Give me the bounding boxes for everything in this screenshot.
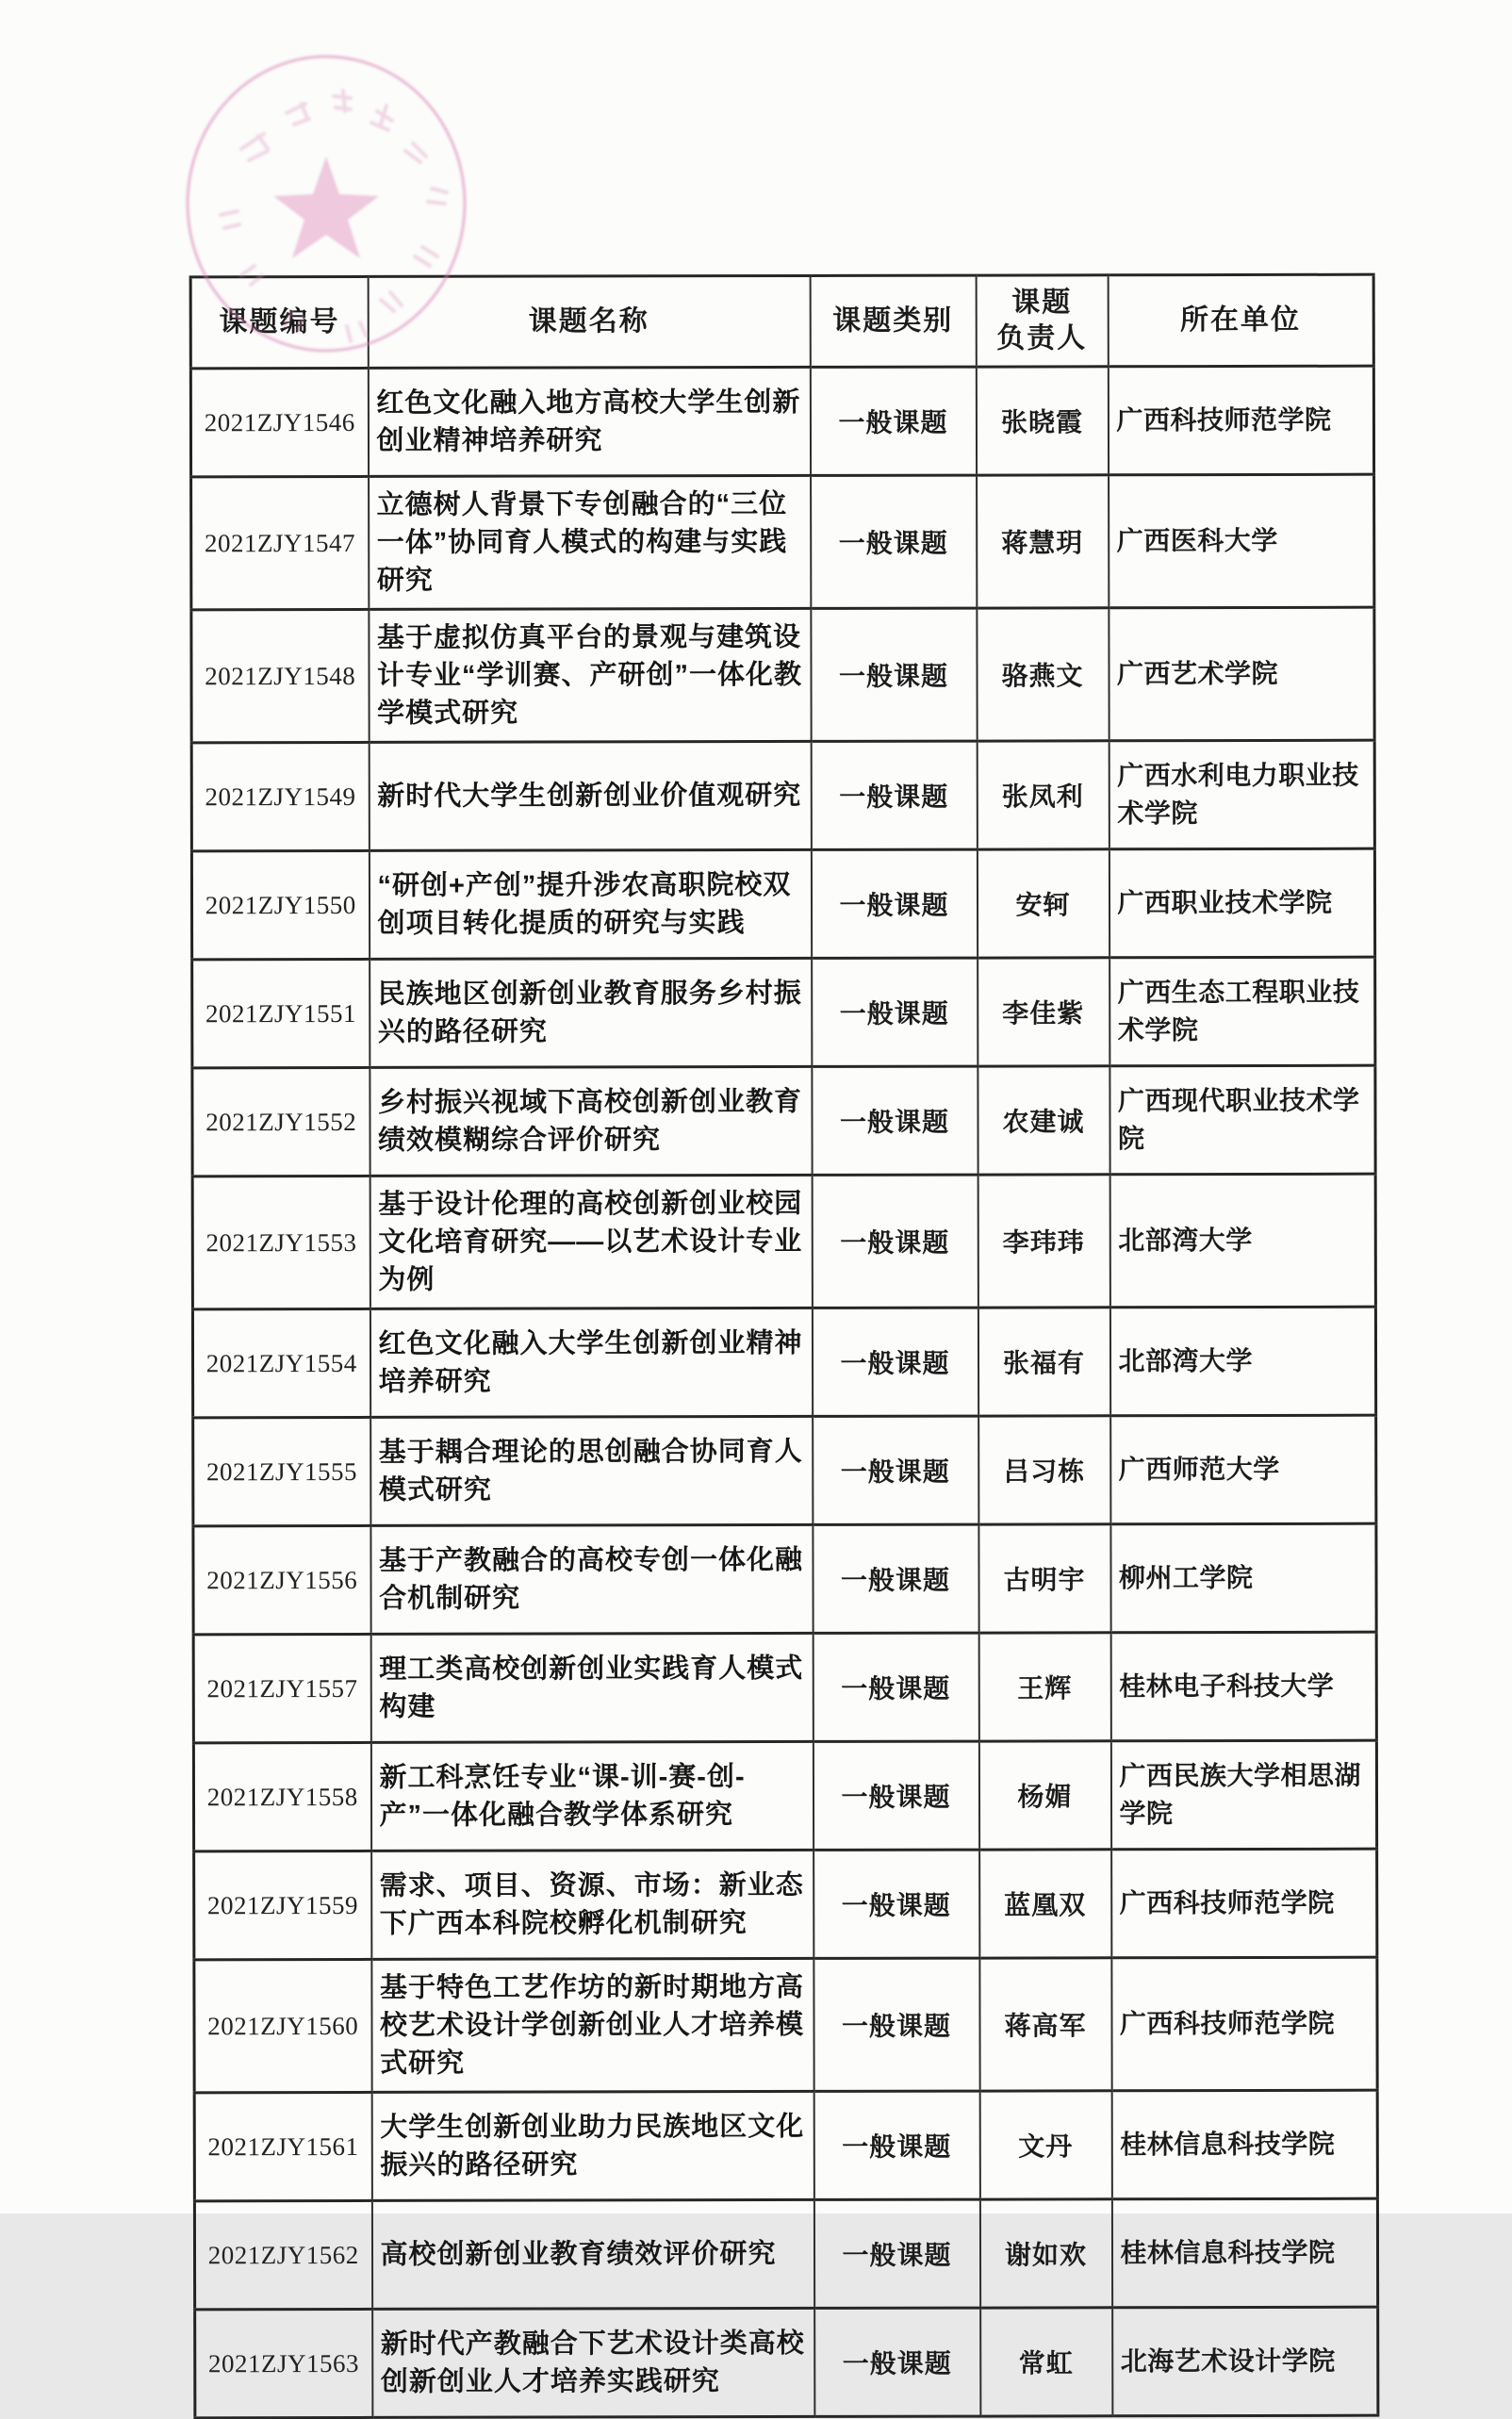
project-name-cell: 乡村振兴视域下高校创新创业教育绩效模糊综合评价研究 [370, 1066, 812, 1176]
project-name-cell: 红色文化融入地方高校大学生创新创业精神培养研究 [368, 367, 810, 476]
project-category-cell: 一般课题 [814, 2199, 979, 2308]
project-leader-cell: 蓝凰双 [979, 1850, 1111, 1958]
unit-cell: 北部湾大学 [1109, 1174, 1375, 1308]
header-project-leader-line2: 负责人 [996, 322, 1088, 354]
project-category-cell: 一般课题 [812, 958, 978, 1066]
project-id-cell: 2021ZJY1558 [193, 1742, 370, 1851]
project-leader-cell: 蒋慧玥 [977, 475, 1109, 608]
project-leader-cell: 常虹 [980, 2308, 1112, 2416]
project-name-cell: 基于耦合理论的思创融合协同育人模式研究 [370, 1416, 813, 1525]
unit-cell: 柳州工学院 [1110, 1523, 1376, 1633]
project-id-cell: 2021ZJY1549 [191, 742, 369, 850]
table-row [194, 1849, 1377, 1960]
project-id-cell: 2021ZJY1563 [195, 2309, 372, 2417]
header-project-id: 课题编号 [190, 276, 368, 368]
header-project-leader-line1: 课题 [1011, 287, 1073, 319]
table-row [193, 1523, 1376, 1635]
project-id-cell: 2021ZJY1548 [191, 609, 369, 742]
table-row [193, 1740, 1376, 1851]
project-id-cell: 2021ZJY1546 [190, 368, 368, 476]
project-leader-cell: 文丹 [979, 2091, 1111, 2199]
project-name-cell: 新时代产教融合下艺术设计类高校创新创业人才培养实践研究 [372, 2308, 814, 2417]
project-category-cell: 一般课题 [811, 741, 977, 849]
project-leader-cell: 杨媚 [978, 1741, 1110, 1850]
unit-cell: 桂林信息科技学院 [1111, 2198, 1377, 2308]
project-name-cell: 基于设计伦理的高校创新创业校园文化培育研究——以艺术设计专业为例 [370, 1175, 812, 1308]
project-leader-cell: 王辉 [978, 1633, 1110, 1741]
project-category-cell: 一般课题 [813, 1416, 978, 1524]
project-category-cell: 一般课题 [812, 1066, 978, 1175]
table-row [192, 1307, 1375, 1418]
unit-cell: 广西生态工程职业技术学院 [1109, 957, 1375, 1066]
project-category-cell: 一般课题 [810, 367, 976, 475]
header-project-name: 课题名称 [368, 275, 810, 368]
project-name-cell: 民族地区创新创业教育服务乡村振兴的路径研究 [370, 958, 812, 1067]
table-row [194, 2090, 1377, 2201]
project-leader-cell: 吕习栋 [978, 1416, 1110, 1524]
project-id-cell: 2021ZJY1562 [194, 2200, 371, 2309]
project-category-cell: 一般课题 [812, 1308, 978, 1416]
project-name-cell: “研创+产创”提升涉农高职院校双创项目转化提质的研究与实践 [369, 849, 811, 959]
unit-cell: 广西科技师范学院 [1111, 1849, 1377, 1958]
project-name-cell: 新工科烹饪专业“课-训-赛-创-产”一体化融合教学体系研究 [370, 1741, 813, 1851]
project-category-cell: 一般课题 [813, 1524, 978, 1633]
table-row [191, 474, 1374, 610]
project-category-cell: 一般课题 [811, 608, 977, 741]
project-id-cell: 2021ZJY1559 [194, 1851, 371, 1959]
unit-cell: 广西科技师范学院 [1111, 1957, 1377, 2091]
table-body [190, 366, 1378, 2418]
project-id-cell: 2021ZJY1556 [193, 1525, 370, 1634]
project-id-cell: 2021ZJY1555 [193, 1417, 370, 1525]
seal-star-icon [273, 156, 379, 258]
project-leader-cell: 安轲 [977, 849, 1109, 958]
project-category-cell: 一般课题 [813, 1741, 978, 1850]
project-leader-cell: 李佳紫 [978, 958, 1109, 1066]
unit-cell: 桂林信息科技学院 [1111, 2090, 1377, 2199]
project-category-cell: 一般课题 [813, 1633, 978, 1741]
project-category-cell: 一般课题 [814, 2091, 979, 2199]
unit-cell: 广西医科大学 [1109, 474, 1374, 608]
table-row [193, 1415, 1376, 1526]
project-name-cell: 理工类高校创新创业实践育人模式构建 [370, 1633, 813, 1742]
project-leader-cell: 张福有 [978, 1308, 1109, 1416]
project-leader-cell: 李玮玮 [978, 1175, 1109, 1308]
unit-cell: 广西科技师范学院 [1108, 366, 1373, 475]
project-name-cell: 基于特色工艺作坊的新时期地方高校艺术设计学创新创业人才培养模式研究 [371, 1958, 814, 2092]
project-category-cell: 一般课题 [814, 1850, 979, 1958]
project-id-cell: 2021ZJY1552 [192, 1067, 370, 1176]
project-id-cell: 2021ZJY1553 [192, 1176, 370, 1308]
project-leader-cell: 张晓霞 [976, 367, 1108, 475]
project-name-cell: 高校创新创业教育绩效评价研究 [371, 2199, 814, 2309]
table-header-row [190, 274, 1373, 369]
project-category-cell: 一般课题 [811, 849, 977, 958]
table-row [191, 607, 1374, 743]
unit-cell: 广西艺术学院 [1109, 607, 1374, 741]
header-project-leader [976, 275, 1108, 367]
unit-cell: 北部湾大学 [1109, 1307, 1375, 1416]
header-unit: 所在单位 [1108, 274, 1373, 367]
table-row [195, 2307, 1378, 2418]
project-name-cell: 基于产教融合的高校专创一体化融合机制研究 [370, 1524, 813, 1634]
unit-cell: 广西水利电力职业技术学院 [1109, 740, 1374, 849]
project-category-cell: 一般课题 [811, 475, 977, 608]
project-leader-cell: 农建诚 [978, 1066, 1109, 1175]
unit-cell: 桂林电子科技大学 [1110, 1632, 1376, 1741]
project-id-cell: 2021ZJY1560 [194, 1959, 371, 2092]
unit-cell: 广西民族大学相思湖学院 [1110, 1740, 1376, 1850]
unit-cell: 广西现代职业技术学院 [1109, 1065, 1375, 1175]
table-row [192, 1174, 1375, 1309]
project-id-cell: 2021ZJY1551 [192, 959, 370, 1067]
table-row [193, 1632, 1376, 1743]
unit-cell: 广西师范大学 [1110, 1415, 1376, 1524]
header-project-category: 课题类别 [810, 275, 976, 367]
project-name-cell: 立德树人背景下专创融合的“三位一体”协同育人模式的构建与实践研究 [369, 475, 811, 609]
project-id-cell: 2021ZJY1557 [193, 1634, 370, 1742]
table-row [191, 740, 1374, 851]
project-name-cell: 大学生创新创业助力民族地区文化振兴的路径研究 [371, 2091, 814, 2200]
project-leader-cell: 谢如欢 [979, 2199, 1111, 2308]
project-name-cell: 红色文化融入大学生创新创业精神培养研究 [370, 1308, 812, 1417]
projects-table-wrap [189, 273, 1380, 2419]
table-row [192, 1065, 1375, 1177]
table-row [194, 2198, 1377, 2310]
project-category-cell: 一般课题 [812, 1175, 978, 1308]
project-leader-cell: 蒋高军 [979, 1958, 1111, 2091]
project-id-cell: 2021ZJY1561 [194, 2092, 371, 2200]
table-row [191, 848, 1374, 960]
project-id-cell: 2021ZJY1554 [192, 1308, 370, 1417]
project-leader-cell: 骆燕文 [977, 608, 1109, 741]
table-row [194, 1957, 1377, 2093]
project-id-cell: 2021ZJY1550 [191, 850, 369, 959]
table-row [190, 366, 1373, 477]
project-leader-cell: 古明宇 [978, 1524, 1110, 1633]
project-name-cell: 新时代大学生创新创业价值观研究 [369, 741, 811, 850]
unit-cell: 广西职业技术学院 [1109, 848, 1374, 958]
project-leader-cell: 张凤利 [977, 741, 1109, 849]
project-name-cell: 基于虚拟仿真平台的景观与建筑设计专业“学训赛、产研创”一体化教学模式研究 [369, 608, 811, 742]
project-id-cell: 2021ZJY1547 [191, 476, 369, 609]
table-row [192, 957, 1375, 1068]
project-category-cell: 一般课题 [814, 1958, 979, 2091]
projects-table [189, 273, 1380, 2419]
unit-cell: 北海艺术设计学院 [1112, 2307, 1378, 2416]
project-name-cell: 需求、项目、资源、市场：新业态下广西本科院校孵化机制研究 [371, 1850, 814, 1959]
project-category-cell: 一般课题 [814, 2308, 980, 2416]
